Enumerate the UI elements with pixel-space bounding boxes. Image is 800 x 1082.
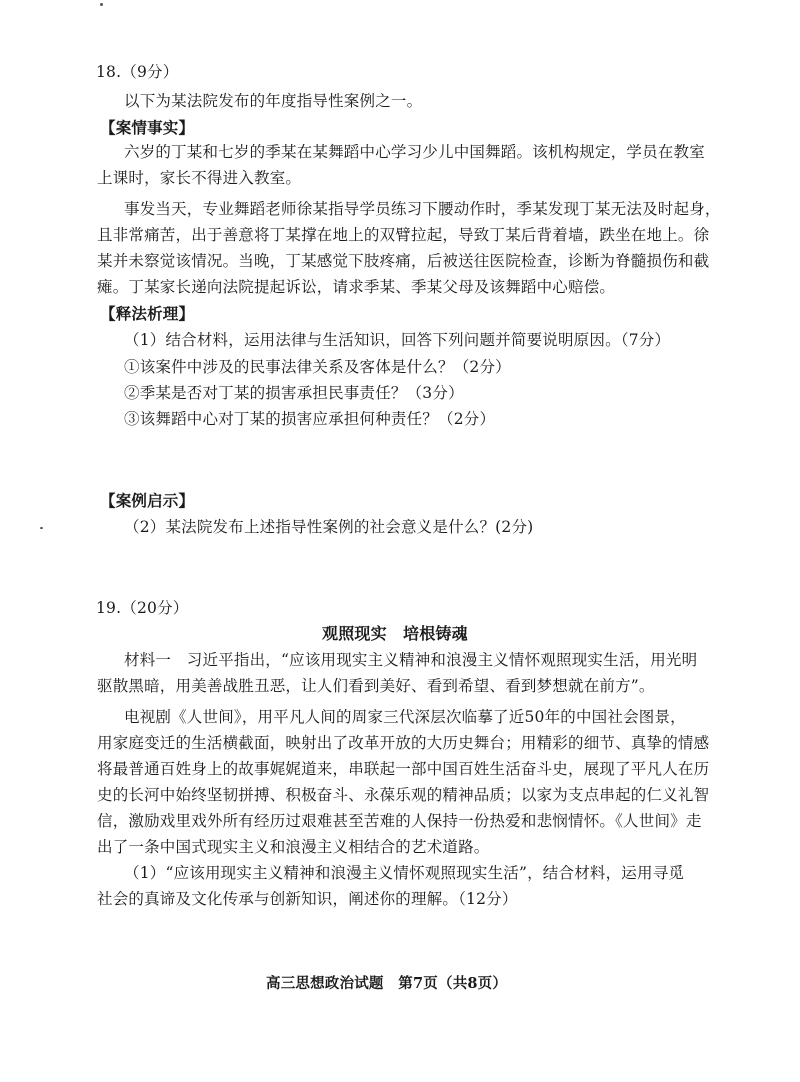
q18-sub1-item: ①该案件中涉及的民事法律关系及客体是什么？（2分） (124, 358, 511, 376)
material-line: 电视剧《人世间》，用平凡人间的周家三代深层次临摹了近50年的中国社会图景， (124, 708, 686, 726)
material-line: 用家庭变迁的生活横截面，映射出了改革开放的大历史舞台；用精彩的细节、真挚的情感 (97, 734, 710, 752)
scan-speck (40, 527, 43, 529)
q19-title: 观照现实 培根铸魂 (322, 624, 468, 643)
facts-line: 且非常痛苦，出于善意将丁某撑在地上的双臂拉起，导致丁某后背着墙，跌坐在地上。徐 (97, 226, 710, 244)
material-line: 史的长河中始终坚韧拼搏、积极奋斗、永葆乐观的精神品质；以家为支点串起的仁义礼智 (97, 786, 710, 804)
material-line: 出了一条中国式现实主义和浪漫主义相结合的艺术道路。 (97, 838, 490, 856)
material-line: 材料一 习近平指出，“应该用现实主义精神和浪漫主义情怀观照现实生活，用光明 (124, 651, 698, 669)
page-footer: 高三思想政治试题 第7页（共8页） (266, 975, 508, 992)
material-line: 信，激励戏里戏外所有经历过艰难甚至苦难的人保持一份热爱和悲悯情怀。《人世间》走 (97, 812, 702, 830)
q18-sub2: （2）某法院发布上述指导性案例的社会意义是什么？(2分) (124, 518, 534, 536)
q19-sub1-line: （1）“应该用现实主义精神和浪漫主义情怀观照现实生活”，结合材料，运用寻觅 (124, 864, 685, 882)
scan-speck (100, 3, 103, 6)
q19-sub1-line: 社会的真谛及文化传承与创新知识，阐述你的理解。（12分） (97, 890, 518, 908)
q18-sub1-item: ②季某是否对丁某的损害承担民事责任？（3分） (124, 384, 464, 402)
analysis-heading: 【释法析理】 (100, 304, 195, 323)
q18-sub1-item: ③该舞蹈中心对丁某的损害应承担何种责任？（2分） (124, 410, 496, 428)
q18-number: 18.（9分） (96, 63, 179, 81)
material-line: 驱散黑暗，用美善战胜丑恶，让人们看到美好、看到希望、看到梦想就在前方”。 (97, 677, 655, 695)
facts-line: 瘫。丁某家长递向法院提起诉讼，请求季某、季某父母及该舞蹈中心赔偿。 (97, 278, 616, 296)
facts-heading: 【案情事实】 (100, 118, 195, 137)
material-line: 将最普通百姓身上的故事娓娓道来，串联起一部中国百姓生活奋斗史，展现了平凡人在历 (97, 760, 710, 778)
insight-heading: 【案例启示】 (100, 491, 195, 510)
facts-line: 某并未察觉该情况。当晚，丁某感觉下肢疼痛，后被送往医院检查，诊断为脊髓损伤和截 (97, 252, 710, 270)
facts-line: 六岁的丁某和七岁的季某在某舞蹈中心学习少儿中国舞蹈。该机构规定，学员在教室 (124, 143, 705, 161)
q18-intro: 以下为某法院发布的年度指导性案例之一。 (124, 92, 423, 110)
q18-sub1: （1）结合材料，运用法律与生活知识，回答下列问题并简要说明原因。（7分） (124, 331, 671, 349)
q19-number: 19.（20分） (96, 599, 189, 617)
facts-line: 事发当天，专业舞蹈老师徐某指导学员练习下腰动作时，季某发现丁某无法及时起身， (124, 200, 721, 218)
facts-line: 上课时，家长不得进入教室。 (97, 169, 302, 187)
